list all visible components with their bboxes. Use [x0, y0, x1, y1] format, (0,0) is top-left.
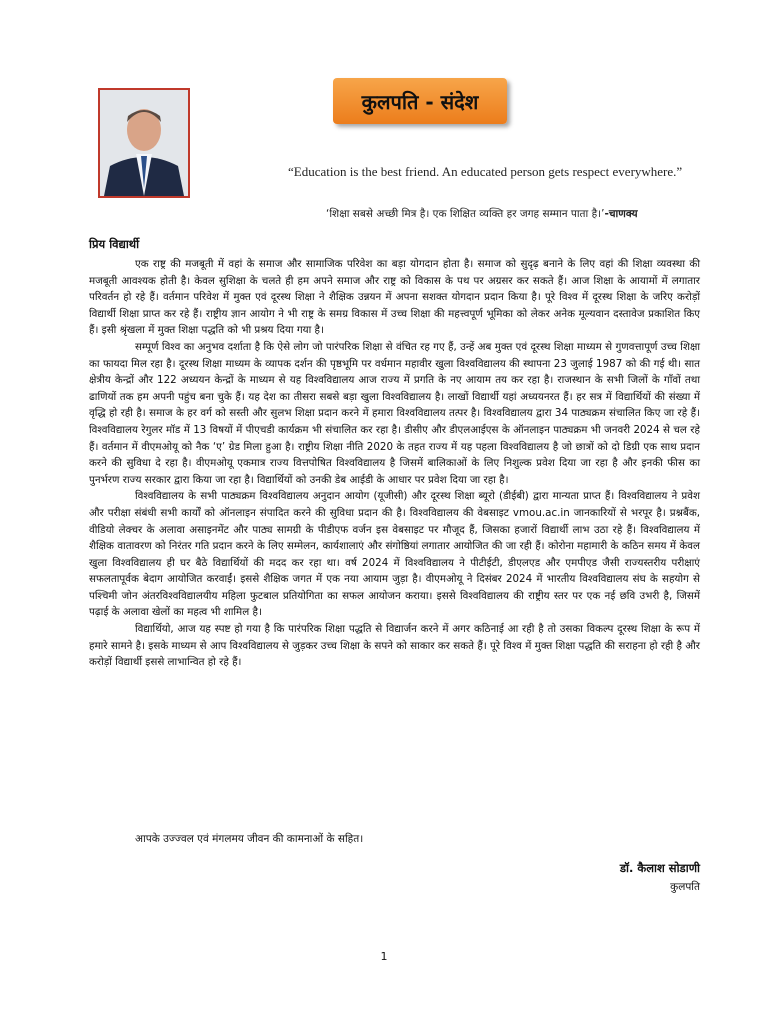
- signatory-designation: कुलपति: [670, 881, 700, 893]
- signature-block: [560, 861, 700, 894]
- hindi-quote: [326, 207, 706, 221]
- quote-author: -चाणक्य: [604, 208, 638, 220]
- paragraph: एक राष्ट्र की मजबूती में वहां के समाज और सामाजिक परिवेश का बड़ा योगदान होता है। समाज को सुदृढ़ बनाने के लिए वहां की शिक्षा व्यवस्था की मजबूती आवश्यक होती है। केवल सुशिक्षा के चलते ही हम अपने समाज और राष्ट्र को विकास के पथ पर अग्रसर कर सकते हैं। आज शिक्षा के आयामों में लगातार परिवर्तन हो रहे हैं। वर्तमान परिवेश में मुक्त एवं दूरस्थ शिक्षा ने शैक्षिक उन्नयन में अपना सशक्त योगदान प्रदान किया है। पूरे विश्व में दूरस्थ शिक्षा के जरिए करोड़ों विद्यार्थी शिक्षा प्राप्त कर रहे हैं। राष्ट्रीय ज्ञान आयोग ने भी राष्ट्र के समग्र विकास में उच्च शिक्षा की महत्त्वपूर्ण भूमिका को लेकर अनेक मूल्यवान दस्तावेज प्रकाशित किए हैं। इसी श्रृंखला में मुक्त शिक्षा पद्धति को भी प्रश्रय दिया गया है।: [89, 258, 700, 337]
- closing-line: आपके उज्ज्वल एवं मंगलमय जीवन की कामनाओं के सहित।: [135, 833, 364, 845]
- portrait-image: [100, 90, 188, 196]
- page-title: कुलपति - संदेश: [361, 89, 479, 114]
- paragraph: सम्पूर्ण विश्व का अनुभव दर्शाता है कि ऐसे लोग जो पारंपरिक शिक्षा से वंचित रह गए हैं, उन्हें अब मुक्त एवं दूरस्थ शिक्षा माध्यम से गुणवत्तापूर्ण उच्च शिक्षा का फायदा मिल रहा है। दूरस्थ शिक्षा माध्यम के व्यापक दर्शन की पृष्ठभूमि पर वर्धमान महावीर खुला विश्वविद्यालय की स्थापना 23 जुलाई 1987 को की गई थी। सात क्षेत्रीय केन्द्रों और 122 अध्ययन केन्द्रों के माध्यम से यह विश्वविद्यालय आज राज्य में प्रगति के नए आयाम तय कर रहा है। राजस्थान के सभी जिलों के गाँवों तथा ढाणियों तक हम अपनी पहुंच बना चुके हैं। यह देश का तीसरा सबसे बड़ा खुला विश्वविद्यालय है। लाखों विद्यार्थी यहां अध्ययनरत हैं। हर सत्र में विद्यार्थियों की संख्या में वृद्धि हो रही है। समाज के हर वर्ग को सस्ती और सुलभ शिक्षा प्रदान करने में हमारा विश्वविद्यालय तत्पर है। विश्वविद्यालय द्वारा 34 पाठ्यक्रम संचालित किए जा रहे हैं। विश्वविद्यालय रेगुलर मॉड में 13 विषयों में पीएचडी कार्यक्रम भी संचालित कर रहा है। डीसीए और डीएलआईएस के ऑनलाइन पाठ्यक्रम भी जनवरी 2024 से चल रहे हैं। वर्तमान में वीएमओयू को नैक ‘ए’ ग्रेड मिला हुआ है। राष्ट्रीय शिक्षा नीति 2020 के तहत राज्य में यह पहला विश्वविद्यालय है जो छात्रों को दो डिग्री एक साथ प्रदान करने की सुविधा दे रहा है। वीएमओयू एकमात्र राज्य वित्तपोषित विश्वविद्यालय है जिसमें बालिकाओं के लिए निशुल्क प्रवेश दिया जा रहा है और इनकी फीस का पुनर्भरण राज्य सरकार द्वारा किया जा रहा है। विद्यार्थियों को उनकी डेब आईडी के आधार पर प्रवेश दिया जा रहा है।: [89, 340, 700, 486]
- signatory-name: डॉ. कैलाश सोडाणी: [619, 861, 700, 875]
- paragraph: विद्यार्थियो, आज यह स्पष्ट हो गया है कि पारंपरिक शिक्षा पद्धति से विद्यार्जन करने में अगर कठिनाई आ रही है तो उसका विकल्प दूरस्थ शिक्षा के रूप में हमारे सामने है। इसके माध्यम से आप विश्वविद्यालय से जुड़कर उच्च शिक्षा के सपने को साकार कर सकते हैं। पूरे विश्व में मुक्त शिक्षा पद्धति की सराहना हो रही है और करोड़ों विद्यार्थी इससे लाभान्वित हो रहे हैं।: [89, 623, 700, 669]
- title-banner: [333, 78, 507, 124]
- hindi-quote-text: ‘शिक्षा सबसे अच्छी मित्र है। एक शिक्षित व्यक्ति हर जगह सम्मान पाता है।’: [326, 208, 605, 220]
- letter-body: [89, 256, 700, 671]
- english-quote: “Education is the best friend. An educated person gets respect everywhere.”: [288, 164, 683, 179]
- vice-chancellor-photo: [98, 88, 190, 198]
- page-number: 1: [380, 950, 388, 963]
- paragraph: विश्वविद्यालय के सभी पाठ्यक्रम विश्वविद्यालय अनुदान आयोग (यूजीसी) और दूरस्थ शिक्षा ब्यूरो (डीईबी) द्वारा मान्यता प्राप्त हैं। विश्वविद्यालय ने प्रवेश और परीक्षा संबंधी सभी कार्यों को ऑनलाइन संपादित करने की सुविधा प्रदान की है। विश्वविद्यालय की वेबसाइट vmou.ac.in जानकारियों से भरपूर है। प्रश्नबैंक, वीडियो लेक्चर के अलावा असाइनमेंट और पाठ्य सामग्री के पीडीएफ वर्जन इस वेबसाइट पर मौजूद हैं, जिसका हजारों विद्यार्थी लाभ उठा रहे हैं। विश्वविद्यालय में शैक्षिक वातावरण को निरंतर गति प्रदान करने के लिए सम्मेलन, कार्यशालाएं और संगोष्ठियां लगातार आयोजित की जा रही हैं। कोरोना महामारी के कठिन समय में केवल खुला विश्वविद्यालय ही घर बैठे विद्यार्थियों की मदद कर रहा था। वर्ष 2024 में विश्वविद्यालय ने पीटीईटी, डीएलएड और एमपीएड जैसी राज्यस्तरीय परीक्षाएं सफलतापूर्वक बेदाग आयोजित करवाईं। इससे शैक्षिक जगत में एक नया आयाम जुड़ा है। वीएमओयू ने दिसंबर 2024 में भारतीय विश्वविद्यालय संघ के सहयोग से पश्चिमी जोन अंतरविश्वविद्यालयीय महिला फुटबाल प्रतियोगिता का सफल आयोजन कराया। इससे विश्वविद्यालय की राष्ट्रीय स्तर पर एक नई छवि उभरी है, जिसमें पढ़ाई के अलावा खेलों का महत्व भी शामिल है।: [89, 490, 701, 619]
- salutation: प्रिय विद्यार्थी: [89, 237, 140, 251]
